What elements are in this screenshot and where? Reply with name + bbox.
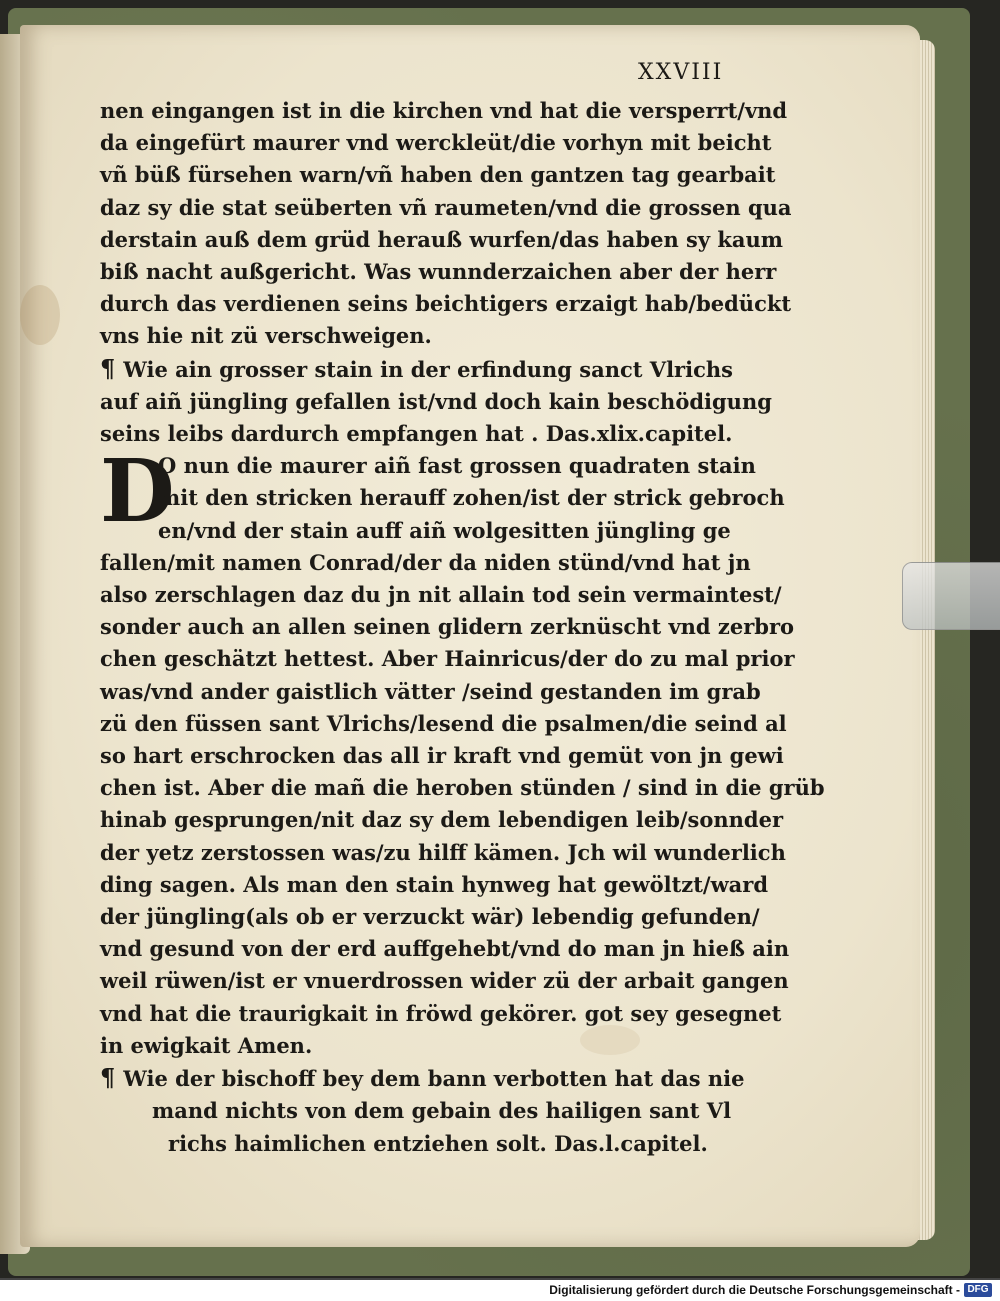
pilcrow-icon: ¶ (100, 1063, 116, 1093)
dfg-logo-icon: DFG (964, 1283, 992, 1297)
body-paragraph (100, 95, 800, 353)
paper-stain (20, 285, 60, 345)
chapter-heading-49 (100, 353, 800, 451)
text-line: chen geschätzt hettest. Aber Hainricus/der do zu mal prior (100, 646, 795, 672)
text-line: vnd hat die traurigkait in fröwd gekörer. got sey gesegnet (100, 1000, 782, 1026)
text-line: vnd gesund von der erd auffgehebt/vnd do man jn hieß ain (100, 936, 790, 962)
heading-line (100, 1062, 800, 1095)
drop-cap-initial: D (100, 441, 175, 543)
heading-line: richs haimlichen entziehen solt. Das.l.capitel. (168, 1130, 708, 1156)
text-line: ding sagen. Als man den stain hynweg hat gewöltzt/ward (100, 871, 769, 897)
text-line: biß nacht außgericht. Was wunnderzaichen aber der herr (100, 259, 777, 285)
text-line: also zerschlagen daz du jn nit allain tod sein vermaintest/ (100, 582, 782, 608)
heading-line: seins leibs dardurch empfangen hat . Das.xlix.capitel. (100, 421, 733, 447)
digitization-credit: Digitalisierung gefördert durch die Deutsche Forschungsgemeinschaft - (549, 1283, 960, 1297)
text-line: mit den stricken herauff zohen/ist der strick gebroch (158, 485, 785, 511)
text-line: sonder auch an allen seinen glidern zerknüscht vnd zerbro (100, 614, 795, 640)
text-line: chen ist. Aber die mañ die heroben stünden / sind in die grüb (100, 775, 825, 801)
text-line: der yetz zerstossen was/zu hilff kämen. Jch wil wunderlich (100, 839, 786, 865)
text-line: durch das verdienen seins beichtigers erzaigt hab/bedückt (100, 291, 792, 317)
text-line: was/vnd ander gaistlich vätter /seind gestanden im grab (100, 678, 761, 704)
text-line: en/vnd der stain auff aiñ wolgesitten jüngling ge (158, 517, 731, 543)
text-line: fallen/mit namen Conrad/der da niden stünd/vnd hat jn (100, 549, 751, 575)
text-line: hinab gesprungen/nit daz sy dem lebendigen leib/sonnder (100, 807, 784, 833)
heading-line: mand nichts von dem gebain des hailigen sant Vl (152, 1098, 732, 1124)
heading-line (100, 353, 800, 386)
text-line: nen eingangen ist in die kirchen vnd hat die versperrt/vnd (100, 98, 788, 123)
page-text (100, 95, 825, 1160)
heading-text: Wie ain grosser stain in der erfindung sanct Vlrichs (123, 356, 733, 382)
text-line: daz sy die stat seüberten vñ raumeten/vnd die grossen qua (100, 194, 792, 220)
text-line: so hart erschrocken das all ir kraft vnd gemüt von jn gewi (100, 743, 784, 769)
text-line: der jüngling(als ob er verzuckt wär) lebendig gefunden/ (100, 904, 760, 930)
text-line: da eingefürt maurer vnd werckleüt/die vorhyn mit beicht (100, 130, 772, 156)
text-line: vns hie nit zü verschweigen. (100, 323, 432, 349)
pilcrow-icon: ¶ (100, 353, 116, 383)
text-line: O nun die maurer aiñ fast grossen quadraten stain (158, 453, 756, 479)
text-line: in ewigkait Amen. (100, 1032, 313, 1058)
heading-text: Wie der bischoff bey dem bann verbotten hat das nie (123, 1066, 745, 1092)
chapter-heading-50 (100, 1062, 800, 1160)
heading-line: auf aiñ jüngling gefallen ist/vnd doch kain beschödigung (100, 388, 772, 414)
text-line: vñ büß fürsehen warn/vñ haben den gantzen tag gearbait (100, 162, 776, 188)
page-clip (902, 562, 1000, 630)
folio-number: XXVIII (638, 60, 724, 85)
text-line: weil rüwen/ist er vnuerdrossen wider zü der arbait gangen (100, 968, 789, 994)
text-line: zü den füssen sant Vlrichs/lesend die psalmen/die seind al (100, 710, 787, 736)
chapter-49-text (100, 441, 825, 1062)
text-line: derstain auß dem grüd herauß wurfen/das haben sy kaum (100, 226, 784, 252)
